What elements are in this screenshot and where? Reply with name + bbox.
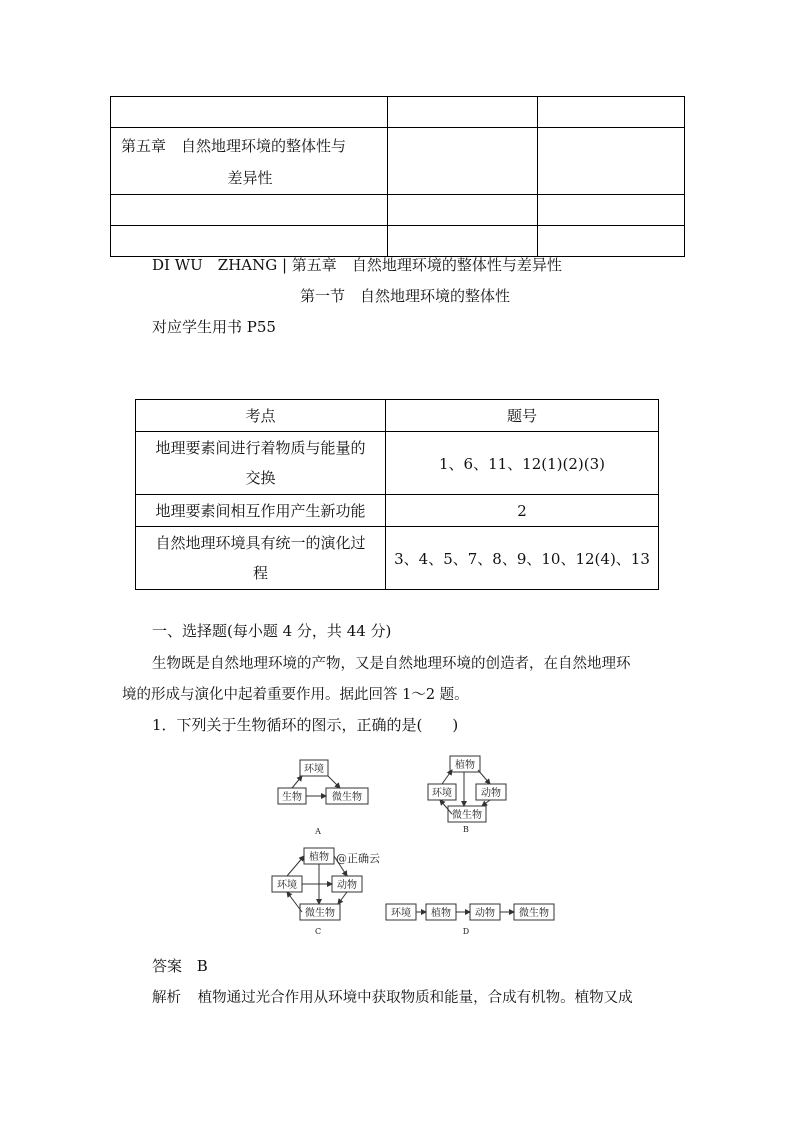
table-row-topic [136,527,386,590]
topic-table [135,399,659,590]
label-plant: 植物 [431,908,451,919]
label-microbe: 微生物 [305,908,335,919]
label-environment: 环境 [277,880,297,891]
label-environment: 环境 [304,764,324,775]
intro-line1: 生物既是自然地理环境的产物，又是自然地理环境的创造者，在自然地理环 [152,656,631,672]
answer-line [152,955,208,976]
analysis-label: 解析 [152,990,181,1006]
chapter-title-line1: 第五章 自然地理环境的整体性与 [121,137,347,155]
table-cell [111,226,388,257]
label-environment: 环境 [391,908,411,919]
book-reference: 对应学生用书 P55 [152,318,276,336]
table-cell [111,195,388,226]
label-organism: 生物 [282,792,302,803]
option-a-caption: A [315,827,321,836]
chapter-table [110,96,685,257]
topic-line2: 程 [252,564,268,582]
chapter-header-line: DI WU ZHANG | 第五章 自然地理环境的整体性与差异性 [152,256,562,274]
header-numbers: 题号 [386,400,659,432]
table-cell [388,195,538,226]
option-d-caption: D [462,927,470,936]
question-1: 1．下列关于生物循环的图示，正确的是( ) [152,716,459,734]
table-row-topic [136,432,386,495]
table-cell [538,97,685,128]
answer-value: B [196,957,208,975]
label-environment: 环境 [432,788,452,799]
label-microbe: 微生物 [452,810,482,821]
table-row-numbers: 1、6、11、12(1)(2)(3) [386,432,659,495]
label-plant: 植物 [309,852,329,863]
analysis-line [152,986,633,1007]
topic-line2: 交换 [245,469,276,487]
analysis-text: 植物通过光合作用从环境中获取物质和能量，合成有机物。植物又成 [197,990,633,1006]
table-row-numbers: 3、4、5、7、8、9、10、12(4)、13 [386,527,659,590]
chapter-title-line2: 差异性 [227,169,273,187]
watermark: @正确云 [336,852,380,865]
part-title: 一、选择题(每小题 4 分，共 44 分) [152,622,392,640]
topic-line1: 自然地理环境具有统一的演化过 [155,534,366,552]
intro-line2: 境的形成与演化中起着重要作用。据此回答 1～2 题。 [122,687,469,703]
table-row-numbers: 2 [386,495,659,527]
header-topic: 考点 [136,400,386,432]
table-row-topic: 地理要素间相互作用产生新功能 [136,495,386,527]
table-cell [111,97,388,128]
answer-label: 答案 [152,957,183,975]
label-animal: 动物 [475,908,495,919]
table-cell [388,128,538,195]
table-cell [538,128,685,195]
label-microbe: 微生物 [332,792,362,803]
cycle-figure [268,752,568,942]
section-title: 第一节 自然地理环境的整体性 [300,287,511,305]
option-b-caption: B [463,825,469,834]
table-cell [388,97,538,128]
table-cell [388,226,538,257]
table-cell [538,226,685,257]
table-cell [538,195,685,226]
label-microbe: 微生物 [519,908,549,919]
chapter-title-cell [111,128,388,195]
label-animal: 动物 [337,880,357,891]
topic-line1: 地理要素间进行着物质与能量的 [155,439,366,457]
option-c-caption: C [314,927,322,936]
label-plant: 植物 [455,760,475,771]
label-animal: 动物 [481,788,501,799]
